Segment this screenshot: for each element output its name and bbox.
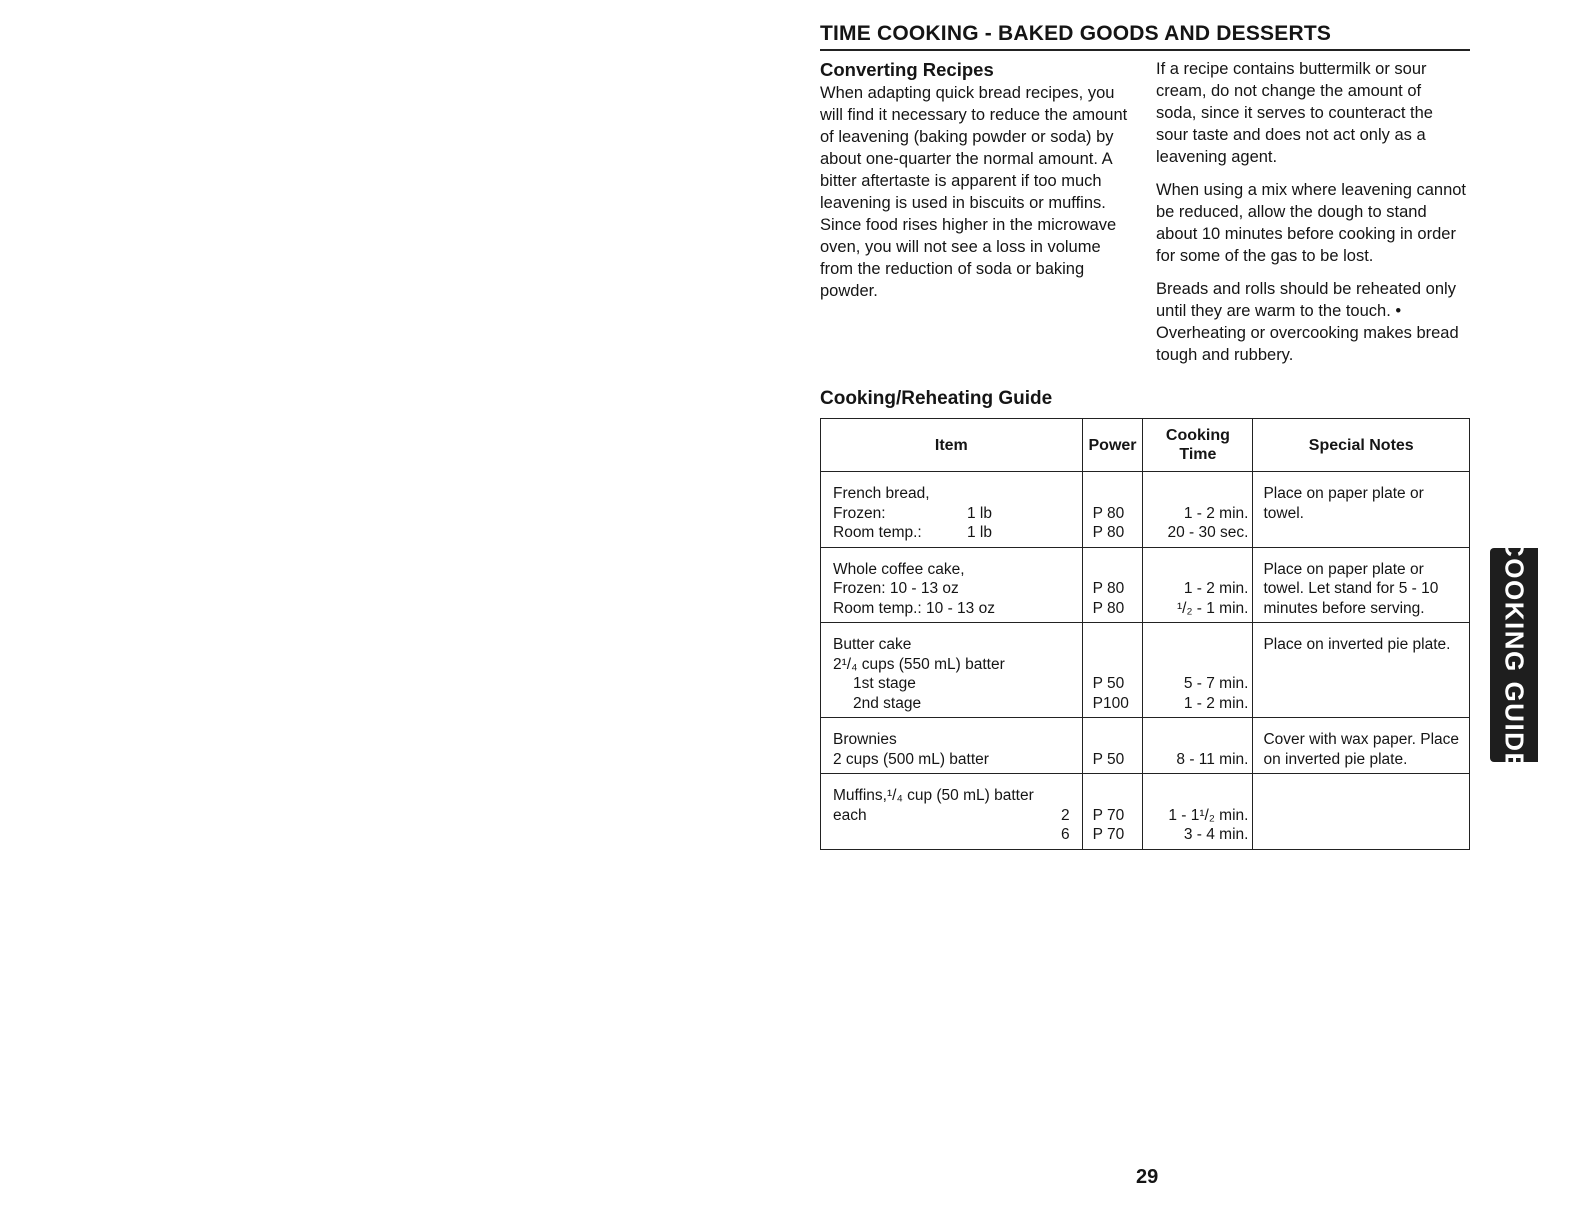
page-number: 29 [1136,1166,1159,1188]
power-value: P 80 [1092,524,1125,541]
item-cell [821,623,1083,718]
item-line-qty: 1 lb [967,504,992,522]
table-header-row [821,419,1470,472]
cooking-guide-side-tab [1490,538,1538,772]
table-row [821,718,1470,774]
item-line: 1st stage [853,675,916,692]
time-value: 20 - 30 sec. [1167,524,1249,541]
item-cell [821,547,1083,623]
power-value: P 80 [1092,580,1125,597]
power-value: P 50 [1092,750,1125,768]
converting-paragraph-1: When adapting quick bread recipes, you will find it necessary to reduce the amount of leavening (baking powder or soda) by about one-quarter the normal amount. A bitter aftertaste is apparent if too much leavening is used in biscuits or muffins. Since food rises higher in the microwave oven, you will not see a loss in volume from the reduction of soda or baking powder. [820,84,1128,300]
item-line-label: Frozen: [833,504,886,522]
item-line: Frozen: 10 - 13 oz [833,580,959,597]
power-cell [1082,472,1143,548]
table-row [821,547,1470,623]
page-title: TIME COOKING - BAKED GOODS AND DESSERTS [820,22,1470,51]
power-cell [1082,547,1143,623]
converting-paragraph-3: When using a mix where leavening cannot be reduced, allow the dough to stand about 10 minutes before cooking in order for some of the gas to be lost. [1156,181,1467,265]
power-value: P 50 [1092,675,1125,692]
converting-paragraph-4: Breads and rolls should be reheated only until they are warm to the touch. • Overheating or overcooking makes bread tough and rubbery. [1156,280,1459,364]
item-cell [821,718,1083,774]
converting-recipes-heading: Converting Recipes [820,59,994,80]
item-line-qty: 1 lb [967,524,992,541]
converting-left-column [820,58,1138,313]
converting-paragraph-2: If a recipe contains buttermilk or sour cream, do not change the amount of soda, since it serves to counteract the sour taste and does not act only as a leavening agent. [1156,60,1433,166]
time-value: 1 - 2 min. [1183,504,1249,522]
guide-heading: Cooking/Reheating Guide [820,388,1053,409]
power-cell [1082,623,1143,718]
item-cell [821,472,1083,548]
item-line-label: Room temp.: [833,524,922,541]
time-value: ¹/₂ - 1 min. [1177,599,1249,617]
item-title: Muffins,¹/₄ cup (50 mL) batter [833,787,1034,804]
time-value: 1 - 1¹/₂ min. [1168,806,1249,824]
power-cell [1082,774,1143,850]
item-line: 2nd stage [853,694,922,712]
item-subtitle: 2¹/₄ cups (550 mL) batter [833,655,1005,673]
column-header-power: Power [1082,419,1143,472]
side-tab-label: COOKING GUIDE [1499,538,1530,772]
item-line-qty: 2 [1061,806,1070,824]
column-header-special-notes: Special Notes [1253,419,1470,472]
item-line [833,825,1078,845]
item-line: 2 cups (500 mL) batter [833,750,989,768]
item-line [833,504,1078,524]
time-value: 8 - 11 min. [1176,750,1249,768]
item-title: Whole coffee cake, [833,560,965,578]
power-cell [1082,718,1143,774]
time-value: 1 - 2 min. [1183,694,1249,712]
time-cell [1143,547,1253,623]
power-value: P 70 [1092,826,1125,843]
item-line [833,523,1078,543]
time-value: 3 - 4 min. [1183,826,1249,843]
column-header-cooking-time: Cooking Time [1143,419,1253,472]
column-header-item: Item [821,419,1083,472]
table-row [821,774,1470,850]
time-cell [1143,472,1253,548]
notes-cell: Place on paper plate or towel. Let stand for 5 - 10 minutes before serving. [1253,547,1470,623]
time-value: 5 - 7 min. [1183,675,1249,692]
power-value: P 70 [1092,806,1125,824]
notes-cell: Place on inverted pie plate. [1253,623,1470,718]
item-line [833,806,1078,826]
time-cell [1143,718,1253,774]
notes-cell: Cover with wax paper. Place on inverted pie plate. [1253,718,1470,774]
item-line-label: each [833,806,867,824]
converting-right-column [1156,58,1466,377]
item-line-qty: 6 [1061,826,1070,843]
notes-cell [1253,774,1470,850]
item-title: French bread, [833,485,930,502]
time-cell [1143,774,1253,850]
item-title: Brownies [833,731,897,748]
time-cell [1143,623,1253,718]
notes-cell: Place on paper plate or towel. [1253,472,1470,548]
item-title: Butter cake [833,636,912,653]
item-cell [821,774,1083,850]
table-row [821,623,1470,718]
time-value: 1 - 2 min. [1183,580,1249,597]
item-line: Room temp.: 10 - 13 oz [833,599,995,617]
cooking-guide-table [820,418,1470,850]
power-value: P100 [1092,694,1129,712]
power-value: P 80 [1092,599,1125,617]
table-row [821,472,1470,548]
power-value: P 80 [1092,504,1125,522]
